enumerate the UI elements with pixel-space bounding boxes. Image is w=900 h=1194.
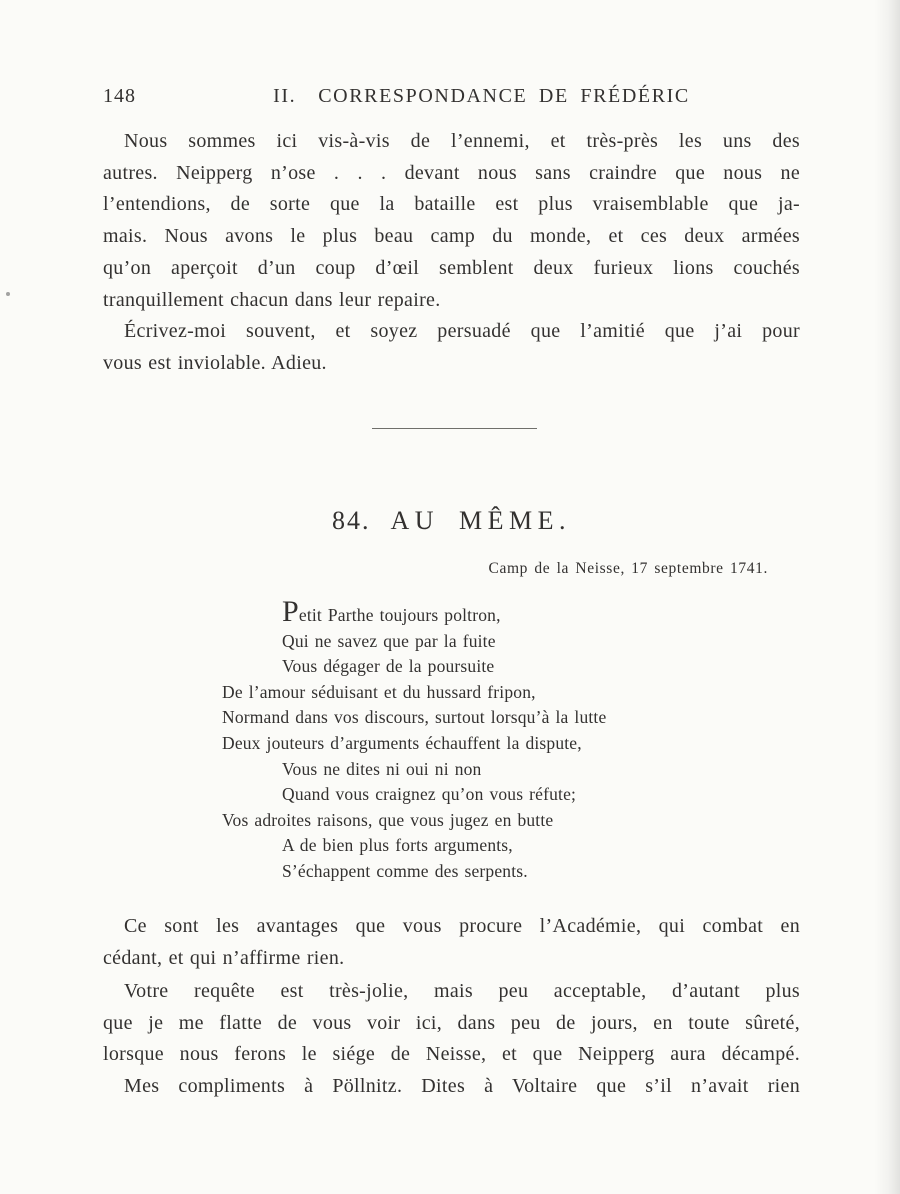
text-line: Nous sommes ici vis-à-vis de l’ennemi, et très-près les uns des (124, 130, 800, 152)
letter-number: 84. (331, 506, 371, 535)
poem-line: S’échappent comme des serpents. (282, 860, 528, 881)
text-line: que je me flatte de vous voir ici, dans peu de jours, en toute sûreté, (103, 1011, 800, 1034)
text-line: Ce sont les avantages que vous procure l’Académie, qui combat en (124, 915, 800, 937)
poem-line: Vous ne dites ni oui ni non (282, 758, 482, 779)
running-header (103, 85, 800, 113)
page-number: 148 (103, 85, 136, 107)
text-line: Votre requête est très-jolie, mais peu acceptable, d’autant plus (124, 980, 800, 1002)
running-title (163, 85, 800, 108)
text-line: cédant, et qui n’affirme rien. (103, 946, 345, 969)
text-line: vous est inviolable. Adieu. (103, 351, 327, 374)
poem-line: Vous dégager de la poursuite (282, 656, 495, 677)
text-line: autres. Neipperg n’ose . . . devant nous sans craindre que nous ne (103, 161, 800, 184)
paragraph (103, 1071, 800, 1103)
running-title-number: II. (273, 85, 297, 107)
dateline: Camp de la Neisse, 17 septembre 1741. (488, 560, 768, 577)
paragraph (103, 911, 800, 974)
section-divider-rule (372, 428, 537, 429)
poem-line: Vos adroites raisons, que vous jugez en butte (222, 809, 554, 830)
paragraph (103, 126, 800, 316)
text-line: l’entendions, de sorte que la bataille est plus vraisemblable que ja- (103, 193, 800, 216)
letter-heading (103, 506, 800, 536)
text-line: qu’on aperçoit d’un coup d’œil semblent deux furieux lions couchés (103, 256, 800, 279)
text-line: tranquillement chacun dans leur repaire. (103, 288, 441, 311)
letter-title: AU MÊME. (390, 506, 572, 535)
poem-line: Qui ne savez que par la fuite (282, 630, 496, 651)
poem-line (282, 595, 606, 629)
page-edge-shadow (874, 0, 900, 1194)
text-line: Écrivez-moi souvent, et soyez persuadé que l’amitié que j’ai pour (124, 320, 800, 342)
scan-speck (6, 292, 10, 296)
text-line: mais. Nous avons le plus beau camp du monde, et ces deux armées (103, 225, 800, 248)
poem-line: Deux jouteurs d’arguments échauffent la dispute, (222, 732, 582, 753)
text-line: Mes compliments à Pöllnitz. Dites à Voltaire que s’il n’avait rien (124, 1075, 800, 1097)
poem-line-text: etit Parthe toujours poltron, (298, 605, 501, 625)
paragraph (103, 976, 800, 1071)
paragraph (103, 316, 800, 379)
poem-line: Normand dans vos discours, surtout lorsqu’à la lutte (222, 707, 607, 728)
poem-line: De l’amour séduisant et du hussard fripon, (222, 681, 536, 702)
poem-line: Quand vous craignez qu’on vous réfute; (282, 784, 577, 805)
drop-cap-initial: P (282, 595, 299, 628)
poem-line: A de bien plus forts arguments, (282, 835, 513, 856)
text-line: lorsque nous ferons le siége de Neisse, et que Neipperg aura décampé. (103, 1043, 800, 1066)
running-title-text: CORRESPONDANCE DE FRÉDÉRIC (318, 85, 690, 107)
poem (222, 595, 607, 885)
